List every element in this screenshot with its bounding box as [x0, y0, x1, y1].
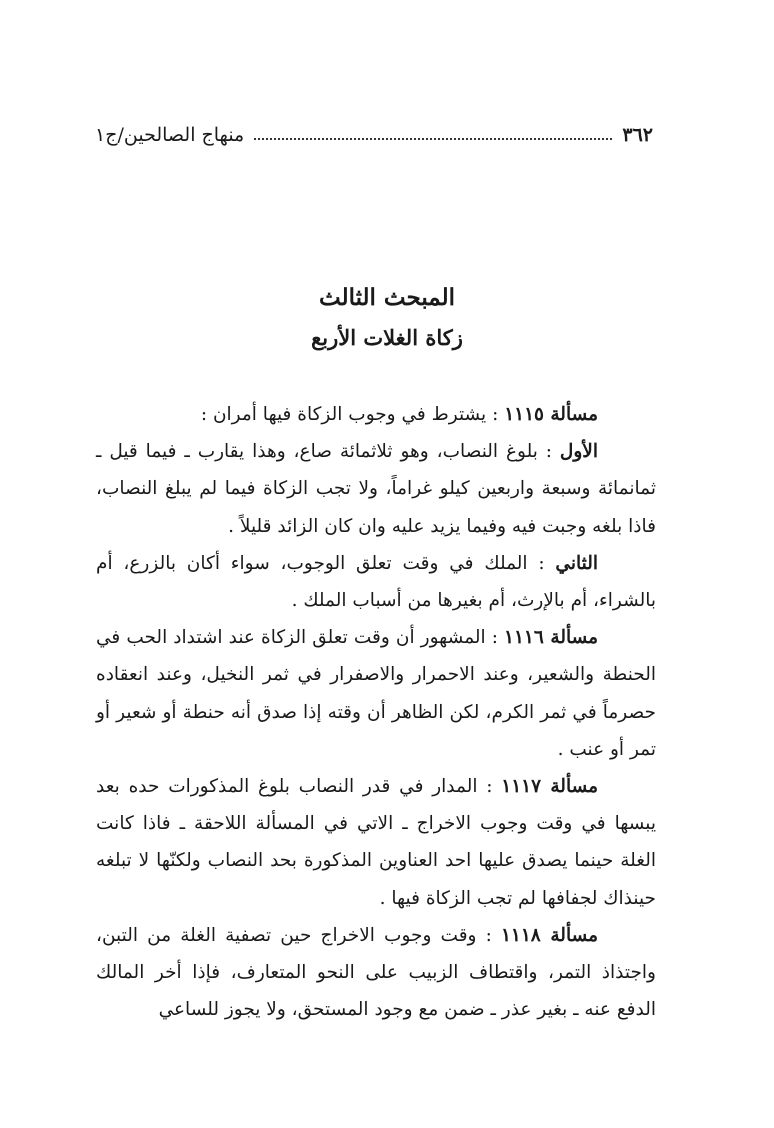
- section-subtitle: زكاة الغلات الأربع: [311, 325, 463, 350]
- paragraph-6: [96, 917, 656, 1029]
- condition-label: الثاني: [555, 552, 598, 574]
- body-text: [96, 396, 656, 1028]
- paragraph-text: : الملك في وقت تعلق الوجوب، سواء أكان بالزرع، أم بالشراء، أم بالإرث، أم بغيرها من أسباب الملك .: [96, 552, 656, 612]
- book-title: منهاج الصالحين/ج١: [95, 124, 245, 146]
- paragraph-text: : وقت وجوب الاخراج حين تصفية الغلة من التبن، واجتذاذ التمر، واقتطاف الزبيب على النحو المتعارف، فإذا أخر المالك الدفع عنه ـ بغير عذر ـ ضمن مع وجود المستحق، ولا يجوز للساعي: [96, 924, 656, 1021]
- paragraph-text: : بلوغ النصاب، وهو ثلاثمائة صاع، وهذا يقارب ـ فيما قيل ـ ثمانمائة وسبعة واربعين كيلو غراماً، ولا تجب الزكاة فيما لم يبلغ النصاب، فاذا بلغه وجبت فيه وفيما يزيد عليه وان كان الزائد قليلاً .: [96, 441, 656, 537]
- paragraph-2: [96, 433, 656, 545]
- paragraph-text: : المدار في قدر النصاب بلوغ المذكورات حده بعد يبسها في وقت وجوب الاخراج ـ الاتي في المسألة اللاحقة ـ فاذا كانت الغلة حينما يصدق عليها احد العناوين المذكورة بحد النصاب ولكنّها لا تبلغه حينذاك لجفافها لم تجب الزكاة فيها .: [96, 776, 656, 909]
- paragraph-text: : يشترط في وجوب الزكاة فيها أمران :: [200, 404, 505, 425]
- running-header: [95, 120, 653, 150]
- paragraph-5: [96, 768, 656, 917]
- paragraph-3: [96, 545, 656, 619]
- section-title: المبحث الثالث: [318, 284, 455, 311]
- issue-label: مسألة ١١١٨: [500, 924, 598, 946]
- condition-label: الأول: [559, 441, 598, 463]
- dotted-leader: [254, 138, 612, 140]
- issue-label: مسألة ١١١٦: [504, 627, 599, 649]
- page-number: ٣٦٢: [622, 124, 653, 146]
- section-heading: [0, 280, 774, 360]
- issue-label: مسألة ١١١٧: [501, 776, 598, 798]
- paragraph-4: [96, 619, 656, 768]
- paragraph-text: : المشهور أن وقت تعلق الزكاة عند اشتداد الحب في الحنطة والشعير، وعند الاحمرار والاصفرار في ثمر النخيل، وعند انعقاده حصرماً في ثمر الكرم، لكن الظاهر أن وقته إذا صدق أنه حنطة أو شعير أو تمر أو عنب .: [96, 627, 656, 760]
- issue-label: مسألة ١١١٥: [504, 404, 598, 425]
- paragraph-1: [96, 396, 656, 433]
